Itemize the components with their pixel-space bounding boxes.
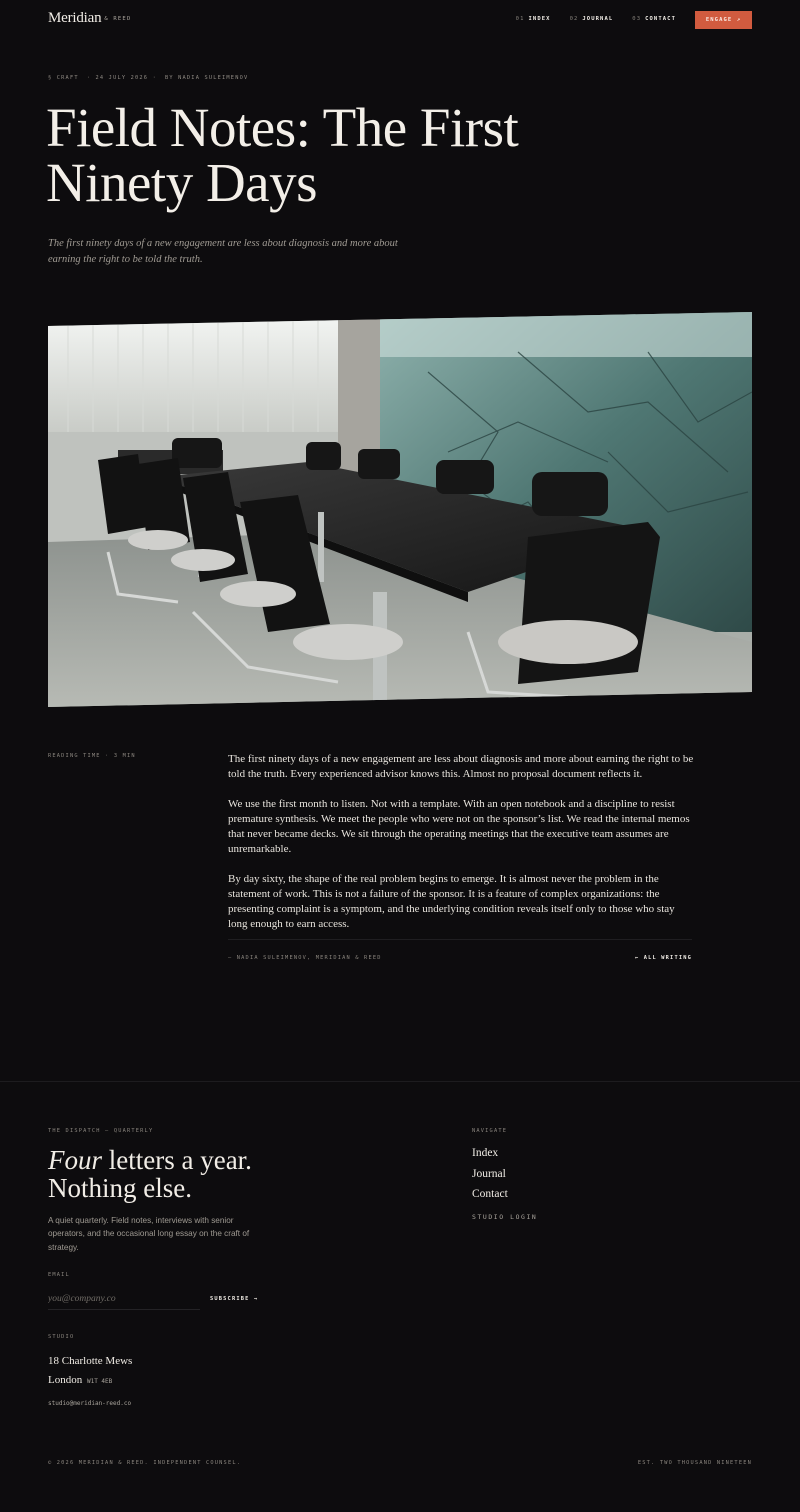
footer-link-index[interactable]: Index [472,1147,499,1159]
nav-number: 02 [569,16,579,22]
article-dek: The first ninety days of a new engagement are less about diagnosis and more about earning the right to be told the truth. [48,238,398,265]
page-title: Field Notes: The First Ninety Days [46,97,519,213]
nav-item-contact[interactable] [632,16,676,22]
studio-label: STUDIO [48,1334,75,1340]
article-category[interactable]: § CRAFT [48,75,79,81]
footer-link-journal[interactable]: Journal [472,1167,506,1180]
hero-image [48,312,752,707]
nav-label: JOURNAL [582,16,614,22]
address-city: London [48,1374,83,1386]
article-byline: — NADIA SULEIMENOV, MERIDIAN & REED [228,955,382,961]
studio-login-link[interactable]: STUDIO LOGIN [472,1213,538,1221]
site-header [48,0,752,40]
dispatch-label: THE DISPATCH — QUARTERLY [48,1128,154,1134]
address-street: 18 Charlotte Mews [48,1355,133,1367]
headline-line2: Nothing else. [48,1173,192,1203]
brand-name: Meridian [48,10,102,26]
email-field[interactable] [48,1289,200,1310]
nav-item-journal[interactable] [570,16,614,22]
headline-emphasis: Four [48,1145,102,1175]
established-note: EST. TWO THOUSAND NINETEEN [637,1460,752,1466]
engage-button[interactable]: ENGAGE ↗ [695,11,752,29]
headline-text: letters a year. [102,1145,252,1175]
nav-label: CONTACT [645,16,676,22]
article-date: · 24 JULY 2026 · [86,75,157,81]
footer-divider [0,1081,800,1082]
nav-number: 01 [515,16,525,22]
brand-logo[interactable] [48,10,131,27]
nav-number: 03 [632,16,642,22]
studio-email-link[interactable]: studio@meridian-reed.co [48,1400,132,1407]
divider [228,939,692,940]
footer-link-contact[interactable]: Contact [472,1188,508,1200]
brand-suffix: & REED [104,16,132,22]
newsletter-headline [48,1146,252,1202]
article-paragraph: By day sixty, the shape of the real problem begins to emerge. It is almost never the problem in the statement of work. This is not a failure of the sponsor. It is a feature of complex organizations: the presenting complaint is a symptom, and the underlying condition reveals itself only to those who stay long enough to earn access. [228,873,675,930]
email-label: EMAIL [48,1272,70,1278]
main-nav [516,16,676,22]
article-author: BY NADIA SULEIMENOV [164,75,249,81]
reading-time: READING TIME · 3 MIN [48,753,136,759]
navigate-label: NAVIGATE [472,1128,508,1134]
article-paragraph: We use the first month to listen. Not with a template. With an open notebook and a discipline to resist premature synthesis. We meet the people who were not on the sponsor’s list. We read the internal memos that never became decks. We sit through the operating meetings that the executive team assumes are unremarkable. [228,798,690,855]
conference-room-illustration [48,312,752,707]
article-meta [48,75,256,81]
article-body [228,752,694,947]
article-paragraph: The first ninety days of a new engagement are less about diagnosis and more about earning the right to be told the truth. Every experienced advisor knows this. Almost no proposal document reflects it. [228,753,694,780]
nav-label: INDEX [528,16,551,22]
nav-item-index[interactable] [516,16,551,22]
subscribe-button[interactable]: SUBSCRIBE → [210,1296,259,1302]
all-writing-link[interactable]: ← ALL WRITING [634,955,692,961]
copyright: © 2026 MERIDIAN & REED. INDEPENDENT COUNSEL. [48,1460,242,1466]
newsletter-description: A quiet quarterly. Field notes, interviews with senior operators, and the occasional long essay on the craft of strategy. [48,1216,250,1252]
footer-nav [472,1145,508,1207]
address-postcode: W1T 4EB [86,1378,113,1385]
address-city-line [48,1374,112,1386]
